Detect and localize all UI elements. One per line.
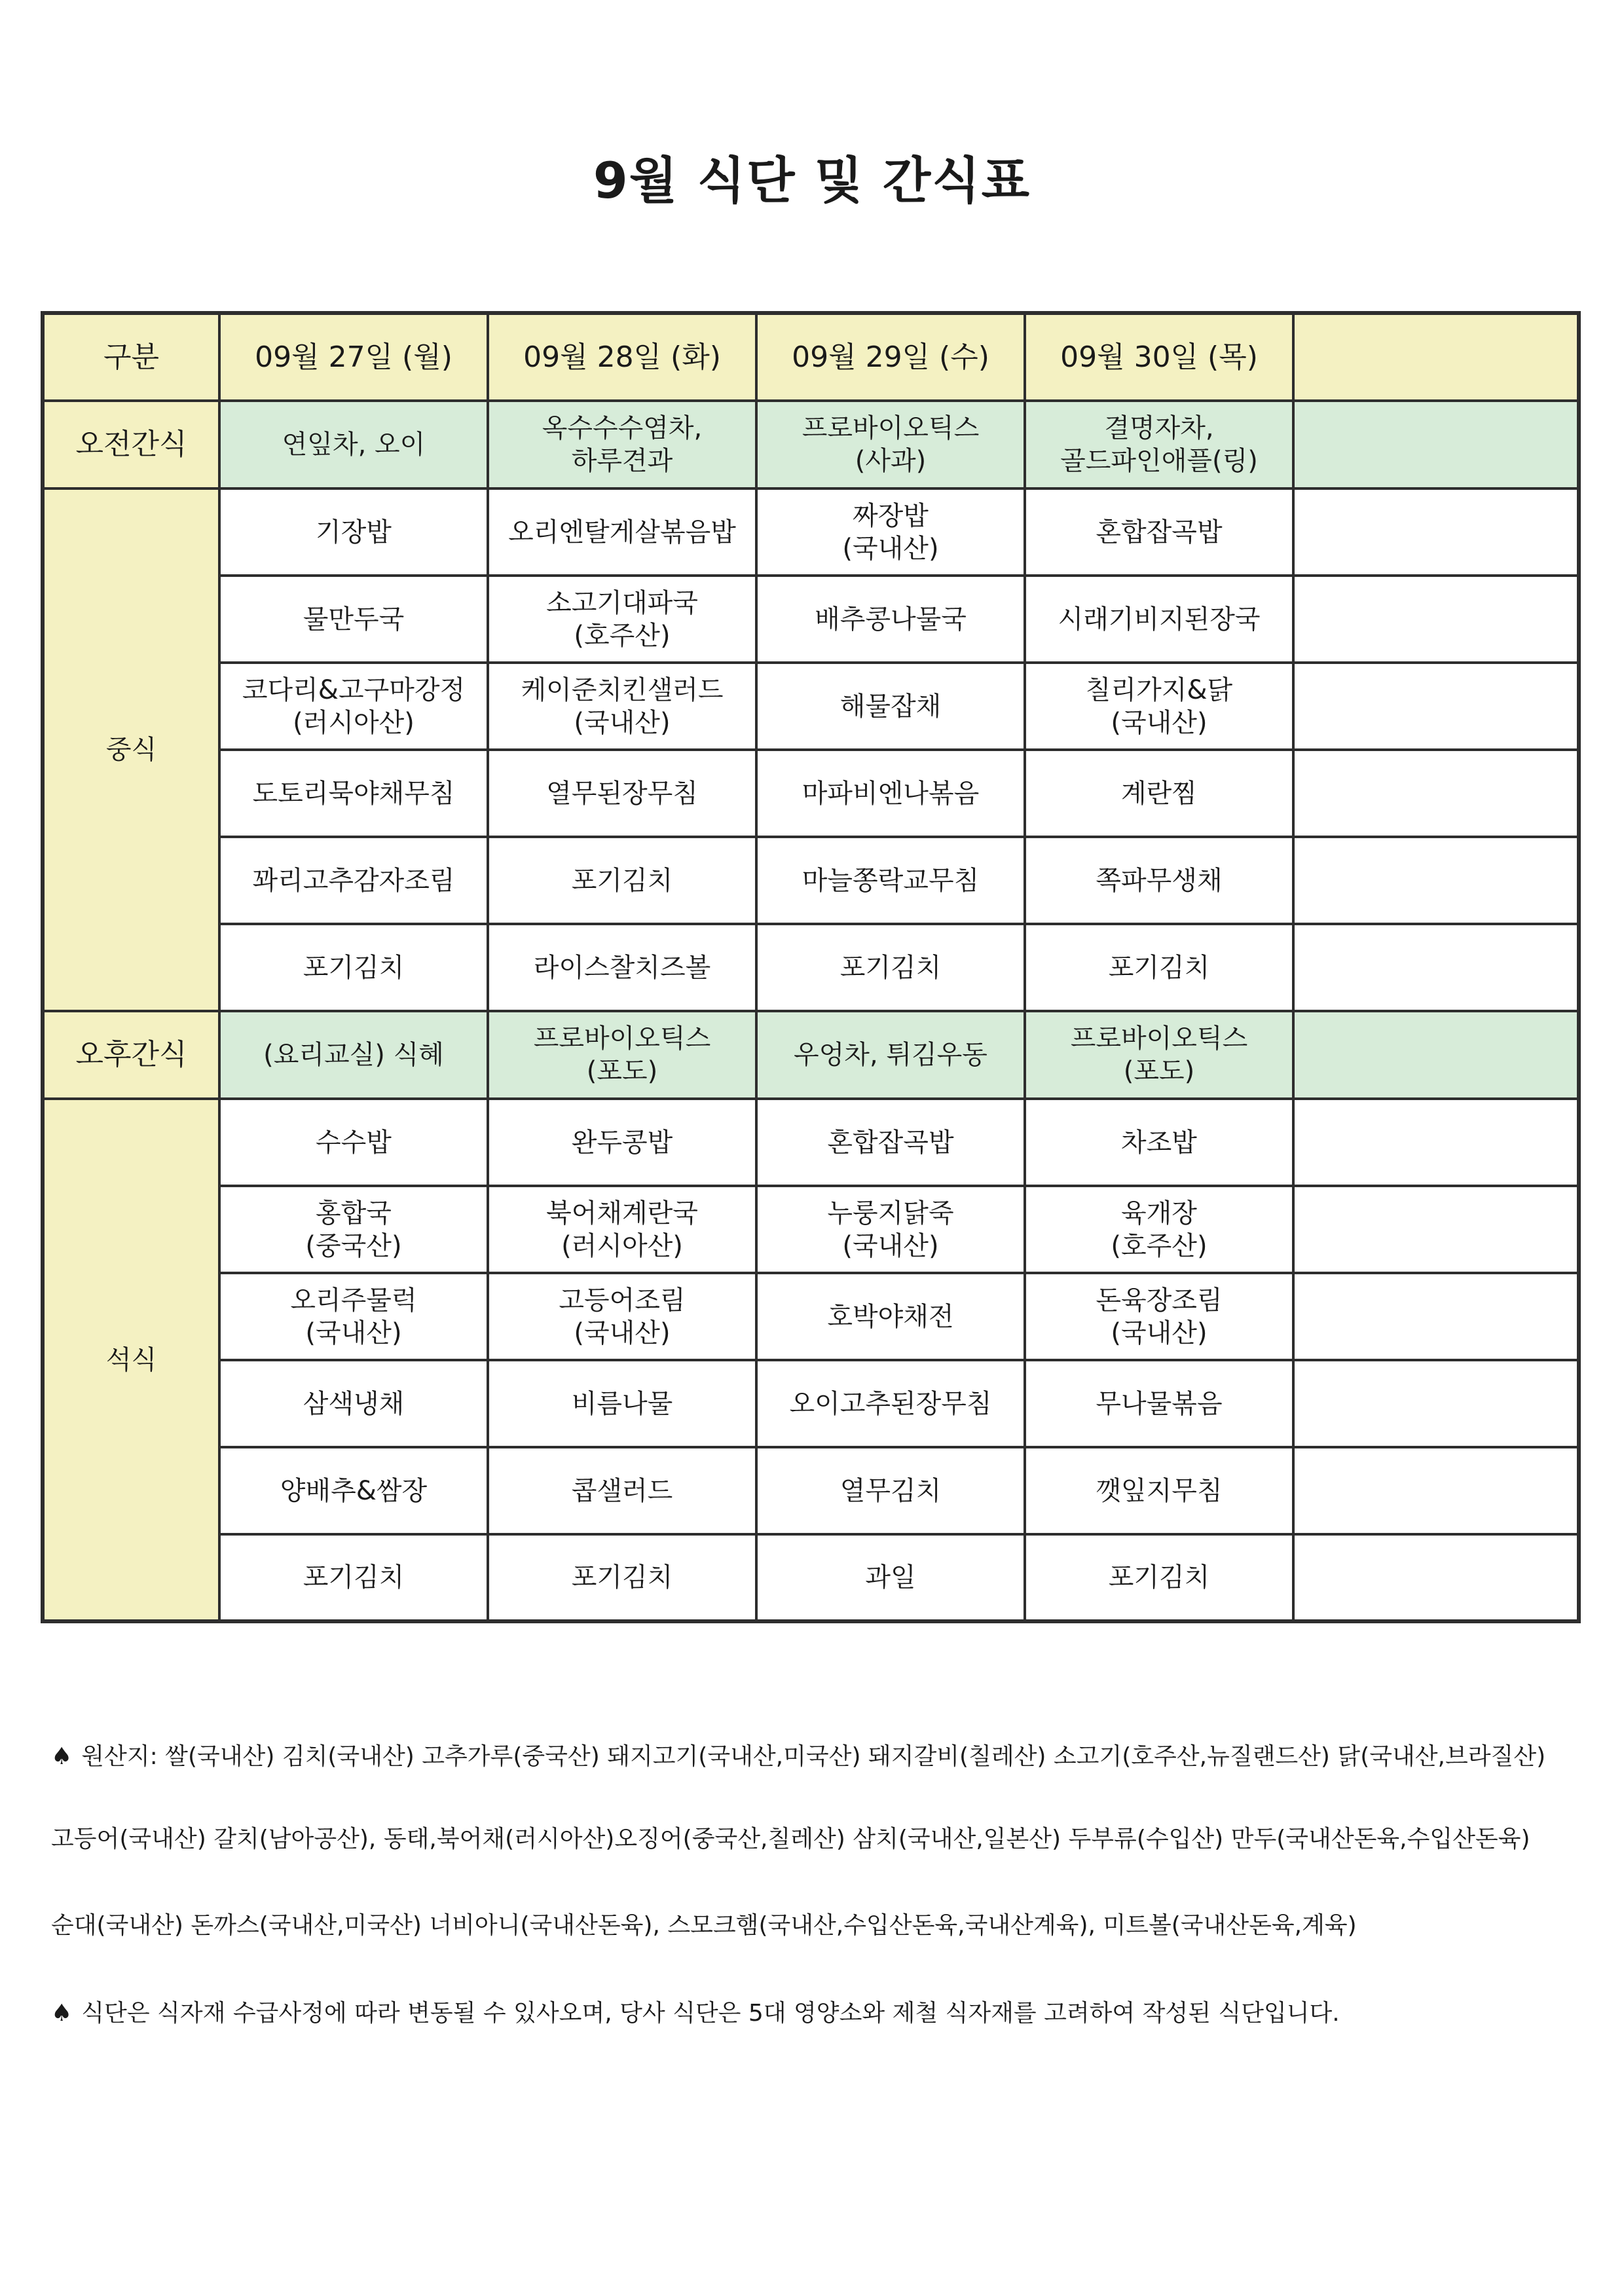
menu-cell: [219, 401, 488, 488]
menu-cell: [219, 750, 488, 837]
header-category: 구분: [43, 313, 219, 401]
menu-cell: [488, 1534, 756, 1621]
menu-cell: [219, 924, 488, 1011]
cell-text: 물만두국: [303, 604, 405, 635]
cell-text: 육개장: [1121, 1198, 1197, 1228]
menu-cell: [1025, 837, 1293, 924]
cell-text: (사과): [855, 446, 927, 476]
cell-text: 소고기대파국: [546, 587, 698, 618]
cell-text: 깻잎지무침: [1096, 1475, 1223, 1506]
spade-icon: ♠: [51, 1743, 73, 1770]
menu-cell: [756, 1534, 1025, 1621]
menu-cell: [756, 1360, 1025, 1447]
header-day: 09월 30일 (목): [1025, 313, 1293, 401]
origin-note-1: [51, 1738, 1583, 1771]
menu-cell: [1025, 1099, 1293, 1186]
cell-text: 포기김치: [571, 865, 673, 896]
cell-text: 비름나물: [571, 1388, 673, 1419]
cell-text: (요리교실) 식혜: [263, 1040, 444, 1070]
cell-text: 누룽지닭죽: [827, 1198, 954, 1228]
menu-cell: [219, 837, 488, 924]
cell-text: (국내산): [842, 533, 939, 564]
cell-text: 차조밥: [1121, 1127, 1197, 1158]
cell-text: 수수밥: [316, 1127, 392, 1158]
cell-text: 옥수수수염차,: [542, 413, 703, 443]
cell-text: (국내산): [574, 707, 671, 738]
menu-cell: [1025, 1447, 1293, 1534]
menu-cell: [219, 1273, 488, 1360]
cell-text: 양배추&쌈장: [280, 1475, 428, 1506]
page-title: 9월 식단 및 간식표: [593, 151, 1031, 210]
cell-text: 코다리&고구마강정: [242, 674, 466, 705]
cell-text: 혼합잡곡밥: [1096, 517, 1223, 547]
cell-text: 계란찜: [1121, 778, 1197, 809]
menu-cell: [488, 488, 756, 576]
header-row: [43, 313, 1579, 401]
menu-cell: [1293, 1011, 1579, 1099]
menu-cell: [219, 1360, 488, 1447]
origin-note-3: 순대(국내산) 돈까스(국내산,미국산) 너비아니(국내산돈육), 스모크햄(국내산,수입산돈육,국내산계육), 미트볼(국내산돈육,계육): [51, 1912, 1357, 1939]
menu-cell: [488, 576, 756, 663]
menu-cell: [1293, 401, 1579, 488]
cell-text: 마파비엔나볶음: [802, 778, 980, 809]
cell-text: 과일: [865, 1562, 916, 1593]
cell-text: 시래기비지된장국: [1058, 604, 1261, 635]
cell-text: 라이스찰치즈볼: [533, 952, 711, 983]
cell-text: 열무된장무침: [546, 778, 698, 809]
lunch-row: [43, 663, 1579, 750]
cell-text: (러시아산): [561, 1230, 683, 1261]
lunch-row: [43, 924, 1579, 1011]
menu-cell: [1025, 750, 1293, 837]
cell-text: 배추콩나물국: [815, 604, 967, 635]
cell-text: 고등어조림: [559, 1285, 686, 1316]
cell-text: 열무김치: [840, 1475, 942, 1506]
cell-text: (국내산): [1111, 1317, 1208, 1348]
dinner-row: [43, 1099, 1579, 1186]
menu-cell: [488, 750, 756, 837]
cell-text: 하루견과: [571, 446, 673, 476]
cell-text: 오이고추된장무침: [789, 1388, 992, 1419]
menu-cell: [488, 1011, 756, 1099]
menu-cell: [1025, 401, 1293, 488]
menu-cell: [1025, 663, 1293, 750]
menu-cell: [756, 1186, 1025, 1273]
cell-text: 북어채계란국: [546, 1198, 698, 1228]
menu-cell: [488, 837, 756, 924]
menu-cell: [756, 1273, 1025, 1360]
lunch-row: [43, 576, 1579, 663]
menu-cell: [219, 488, 488, 576]
menu-cell: [756, 1099, 1025, 1186]
afternoon-snack: [43, 1011, 1579, 1099]
menu-change-note-text: 식단은 식자재 수급사정에 따라 변동될 수 있사오며, 당사 식단은 5대 영양소와 제철 식자재를 고려하여 작성된 식단입니다.: [81, 2000, 1340, 2027]
menu-cell: [1293, 1534, 1579, 1621]
menu-cell: [488, 401, 756, 488]
cell-text: 포기김치: [1108, 952, 1210, 983]
header-day: 09월 27일 (월): [219, 313, 488, 401]
menu-cell: [219, 1447, 488, 1534]
cell-text: 삼색냉채: [303, 1388, 405, 1419]
menu-cell: [488, 1273, 756, 1360]
menu-cell: [488, 1360, 756, 1447]
dinner-row: [43, 1273, 1579, 1360]
cell-text: 홍합국: [316, 1198, 392, 1228]
cell-text: (중국산): [305, 1230, 402, 1261]
dinner-row: [43, 1447, 1579, 1534]
menu-cell: [1293, 488, 1579, 576]
menu-cell: [756, 837, 1025, 924]
menu-cell: [1293, 1273, 1579, 1360]
menu-cell: [1025, 1186, 1293, 1273]
cell-text: 포기김치: [1108, 1562, 1210, 1593]
menu-cell: [1293, 1447, 1579, 1534]
menu-cell: [1293, 663, 1579, 750]
cell-text: 포기김치: [571, 1562, 673, 1593]
menu-cell: [1293, 837, 1579, 924]
menu-cell: [756, 401, 1025, 488]
header-day: 09월 29일 (수): [756, 313, 1025, 401]
cell-text: 꽈리고추감자조림: [252, 865, 455, 896]
header-day: 09월 28일 (화): [488, 313, 756, 401]
menu-cell: [756, 1447, 1025, 1534]
menu-cell: [756, 924, 1025, 1011]
menu-cell: [219, 1186, 488, 1273]
cell-text: 골드파인애플(링): [1060, 446, 1258, 476]
cell-text: 포기김치: [840, 952, 942, 983]
lunch-row: [43, 488, 1579, 576]
menu-cell: [219, 663, 488, 750]
menu-cell: [1025, 1011, 1293, 1099]
spade-icon: ♠: [51, 2000, 73, 2027]
header-day: [1293, 313, 1579, 401]
cell-text: 연잎차, 오이: [282, 430, 426, 460]
menu-cell: [756, 663, 1025, 750]
cell-text: 오리엔탈게살볶음밥: [508, 517, 736, 547]
cell-text: (포도): [586, 1056, 658, 1086]
cell-text: 돈육장조림: [1096, 1285, 1223, 1316]
dinner-row: [43, 1534, 1579, 1621]
morning-snack-label: 오전간식: [43, 401, 219, 488]
cell-text: 짜장밥: [853, 500, 929, 531]
dinner-label: 석식: [43, 1099, 219, 1621]
menu-cell: [488, 1186, 756, 1273]
menu-cell: [756, 1011, 1025, 1099]
menu-cell: [756, 576, 1025, 663]
lunch-row: [43, 750, 1579, 837]
menu-cell: [219, 1011, 488, 1099]
menu-cell: [756, 750, 1025, 837]
cell-text: 프로바이오틱스: [1070, 1023, 1248, 1054]
cell-text: (국내산): [1111, 707, 1208, 738]
cell-text: 케이준치킨샐러드: [521, 674, 724, 705]
menu-cell: [1293, 576, 1579, 663]
menu-cell: [1025, 1534, 1293, 1621]
menu-cell: [756, 488, 1025, 576]
cell-text: 결명자차,: [1104, 413, 1214, 443]
cell-text: (러시아산): [293, 707, 415, 738]
cell-text: 기장밥: [316, 517, 392, 547]
cell-text: (포도): [1123, 1056, 1195, 1086]
dinner-row: [43, 1360, 1579, 1447]
cell-text: (호주산): [1111, 1230, 1208, 1261]
meal-table: [41, 311, 1581, 1623]
cell-text: 호박야채전: [827, 1301, 954, 1332]
menu-cell: [1025, 924, 1293, 1011]
cell-text: 포기김치: [303, 952, 405, 983]
menu-cell: [219, 1534, 488, 1621]
cell-text: 프로바이오틱스: [802, 413, 980, 443]
cell-text: 프로바이오틱스: [533, 1023, 711, 1054]
menu-cell: [1025, 576, 1293, 663]
cell-text: 해물잡채: [840, 691, 942, 722]
cell-text: 우엉차, 튀김우동: [794, 1040, 987, 1070]
morning-snack: [43, 401, 1579, 488]
menu-cell: [1293, 924, 1579, 1011]
cell-text: 마늘쫑락교무침: [802, 865, 980, 896]
origin-note-2: 고등어(국내산) 갈치(남아공산), 동태,북어채(러시아산)오징어(중국산,칠레산) 삼치(국내산,일본산) 두부류(수입산) 만두(국내산돈육,수입산돈육): [51, 1826, 1530, 1852]
menu-cell: [1025, 1273, 1293, 1360]
cell-text: 혼합잡곡밥: [827, 1127, 954, 1158]
cell-text: 무나물볶음: [1096, 1388, 1223, 1419]
cell-text: (국내산): [574, 1317, 671, 1348]
cell-text: (호주산): [574, 620, 671, 651]
menu-cell: [488, 1099, 756, 1186]
cell-text: 오리주물럭: [290, 1285, 417, 1316]
menu-cell: [1293, 1099, 1579, 1186]
origin-note-text-1: 원산지: 쌀(국내산) 김치(국내산) 고추가루(중국산) 돼지고기(국내산,미국산) 돼지갈비(칠레산) 소고기(호주산,뉴질랜드산) 닭(국내산,브라질산): [81, 1743, 1546, 1770]
menu-cell: [1025, 488, 1293, 576]
lunch-row: [43, 837, 1579, 924]
menu-cell: [488, 1447, 756, 1534]
menu-cell: [488, 924, 756, 1011]
menu-cell: [1293, 1360, 1579, 1447]
menu-change-note: [51, 1995, 1583, 2028]
cell-text: 포기김치: [303, 1562, 405, 1593]
cell-text: (국내산): [305, 1317, 402, 1348]
cell-text: 도토리묵야채무침: [252, 778, 455, 809]
lunch-label: 중식: [43, 488, 219, 1011]
menu-cell: [219, 1099, 488, 1186]
afternoon-snack-label: 오후간식: [43, 1011, 219, 1099]
dinner-row: [43, 1186, 1579, 1273]
cell-text: (국내산): [842, 1230, 939, 1261]
cell-text: 콥샐러드: [571, 1475, 673, 1506]
menu-cell: [1293, 1186, 1579, 1273]
cell-text: 완두콩밥: [571, 1127, 673, 1158]
menu-cell: [219, 576, 488, 663]
menu-cell: [1025, 1360, 1293, 1447]
cell-text: 쪽파무생채: [1096, 865, 1223, 896]
menu-cell: [488, 663, 756, 750]
menu-cell: [1293, 750, 1579, 837]
cell-text: 칠리가지&닭: [1085, 674, 1233, 705]
